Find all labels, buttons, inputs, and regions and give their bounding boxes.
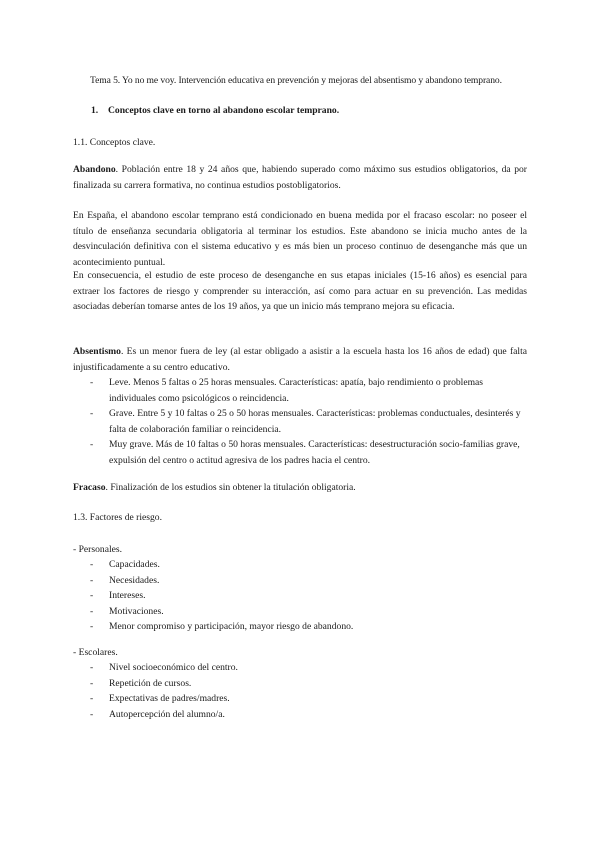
subsection-heading: 1.1. Conceptos clave. — [73, 137, 156, 148]
term-absentismo: Absentismo — [73, 346, 121, 357]
list-item — [73, 660, 527, 676]
list-item-text: Repetición de cursos. — [109, 677, 192, 689]
paragraph-abandono — [73, 162, 527, 193]
list-item-text: Autopercepción del alumno/a. — [109, 708, 225, 720]
dash-bullet: - — [90, 677, 94, 689]
subsection-heading-factores: 1.3. Factores de riesgo. — [73, 512, 162, 523]
list-item-text: Intereses. — [109, 590, 146, 601]
list-item — [73, 557, 527, 573]
dash-bullet: - — [90, 590, 94, 601]
list-item-text: Necesidades. — [109, 574, 160, 586]
section-number: 1. — [91, 105, 99, 116]
list-item — [73, 707, 527, 723]
list-item-text: Leve. Menos 5 faltas o 25 horas mensuales. Características: apatía, bajo rendimiento o problemas individuales como psicológicos o reincidencia. — [109, 377, 484, 404]
list-item — [73, 375, 527, 406]
list-item — [73, 676, 527, 692]
paragraph-absentismo — [73, 344, 527, 375]
paragraph-consecuencia: En consecuencia, el estudio de este proceso de desenganche en sus etapas iniciales (15-16 años) es esencial para extraer los factores de riesgo y comprender su interacción, así como para actuar en su prevención. Las medidas asociadas deberían tomarse antes de los 19 años, ya que un inicio más temprano mejora su eficacia. — [73, 270, 527, 312]
list-item — [73, 691, 527, 707]
dash-bullet: - — [90, 559, 94, 570]
list-item — [73, 437, 527, 468]
dash-bullet: - — [90, 708, 94, 720]
list-item-text: Capacidades. — [109, 559, 160, 570]
list-item — [73, 604, 527, 620]
paragraph-fracaso — [73, 480, 527, 496]
category-escolares: - Escolares. — [73, 647, 118, 658]
dash-bullet: - — [90, 574, 94, 586]
absentismo-levels-list — [73, 375, 527, 468]
dash-bullet: - — [90, 439, 94, 450]
category-personales: - Personales. — [73, 544, 123, 555]
term-fracaso: Fracaso — [73, 482, 106, 493]
list-item-text: Nivel socioeconómico del centro. — [109, 662, 238, 673]
list-item-text: Menor compromiso y participación, mayor riesgo de abandono. — [109, 621, 354, 632]
section-title: Conceptos clave en torno al abandono escolar temprano. — [108, 105, 340, 116]
dash-bullet: - — [90, 662, 94, 673]
dash-bullet: - — [90, 408, 94, 419]
term-abandono: Abandono — [73, 164, 116, 175]
list-item-text: Grave. Entre 5 y 10 faltas o 25 o 50 horas mensuales. Características: problemas conductuales, desinterés y falta de colaboración familiar o reincidencia. — [109, 408, 521, 435]
list-item-text: Muy grave. Más de 10 faltas o 50 horas mensuales. Características: desestructuración socio-familias grave, expulsión del centro o actitud agresiva de los padres hacia el centro. — [109, 439, 520, 466]
paragraph-espana: En España, el abandono escolar temprano está condicionado en buena medida por el fracaso escolar: no poseer el título de enseñanza secundaria obligatoria al terminar los estudios. Este abandono se inicia mucho antes de la desvinculación definitiva con el sistema educativo y es más bien un proceso continuo de desenganche más que un acontecimiento puntual. — [73, 210, 527, 268]
list-item-text: Motivaciones. — [109, 605, 164, 617]
dash-bullet: - — [90, 693, 94, 704]
definition-abandono: . Población entre 18 y 24 años que, habiendo superado como máximo sus estudios obligatorios, da por finalizada su carrera formativa, no continua estudios postobligatorios. — [73, 164, 527, 191]
list-item-text: Expectativas de padres/madres. — [109, 693, 230, 704]
list-item — [73, 588, 527, 604]
dash-bullet: - — [90, 605, 94, 617]
list-item — [73, 573, 527, 589]
list-item — [73, 406, 527, 437]
dash-bullet: - — [90, 621, 94, 632]
definition-fracaso: . Finalización de los estudios sin obtener la titulación obligatoria. — [105, 482, 356, 493]
personales-list — [73, 557, 527, 635]
page-header: Tema 5. Yo no me voy. Intervención educativa en prevención y mejoras del absentismo y abandono temprano. — [90, 75, 502, 86]
escolares-list — [73, 660, 527, 722]
dash-bullet: - — [90, 377, 94, 388]
definition-absentismo: . Es un menor fuera de ley (al estar obligado a asistir a la escuela hasta los 16 años de edad) que falta injustificadamente a su centro educativo. — [73, 346, 527, 373]
list-item — [73, 619, 527, 635]
section-heading — [91, 103, 545, 119]
